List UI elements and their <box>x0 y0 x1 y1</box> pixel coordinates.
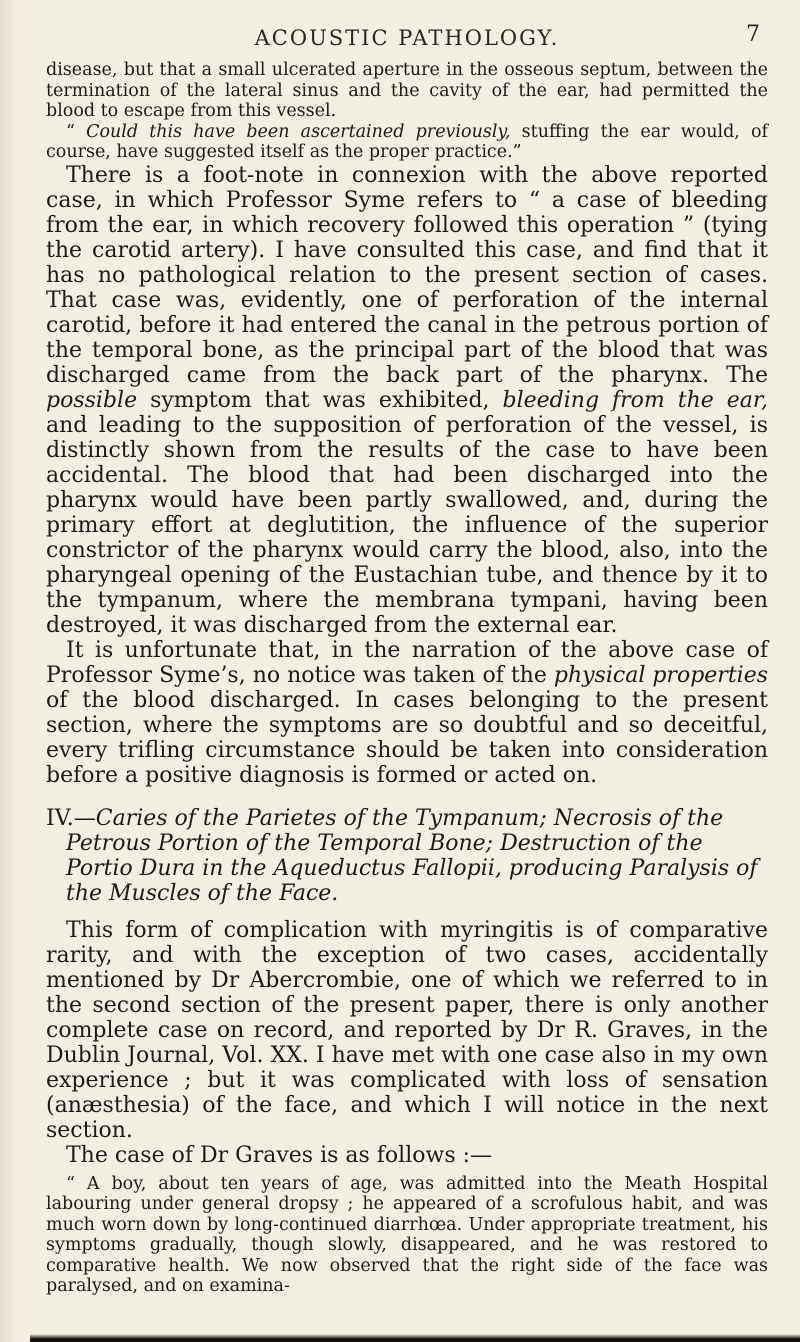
quoted-case-text <box>46 60 768 122</box>
italic-phrase: Could this have been ascertained previously, <box>86 121 511 142</box>
italic-possible: possible <box>46 387 138 413</box>
paragraph-rarity: This form of complication with myringitis is of comparative rarity, and with the exception of two cases, accidentally mentioned by Dr Abercrombie, one of which we referred to in the second section of the present paper, there is only another complete case on record, and reported by Dr R. Graves, in the Dublin Journal, Vol. XX. I have met with one case also in my own experience ; but it was complicated with loss of sensation (anæsthesia) of the face, and which I will notice in the next section. <box>46 917 768 1143</box>
italic-physical-properties: physical properties <box>553 662 769 688</box>
section-heading <box>46 806 768 906</box>
quote-paragraph-2-rest: stuffing the ear would, of course, have suggested itself as the proper practice.” <box>46 121 768 162</box>
open-quote: “ <box>66 121 87 142</box>
paragraph-1-text: There is a foot-note in connexion with the above reported case, in which Professor Syme refers to “ a case of bleeding from the ear, in which recovery followed this operation ” (tying the carotid artery). I have consulted this case, and find that it has no pathological relation to the present section of cases. That case was, evidently, one of perforation of the internal carotid, before it had entered the canal in the petrous portion of the temporal bone, as the principal part of the blood that was discharged came from the back part of the pharynx. The <box>46 162 768 388</box>
paragraph-unfortunate <box>46 638 768 788</box>
italic-bleeding: bleeding from the ear, <box>502 387 768 413</box>
paragraph-1-text-b: symptom that was exhibited, <box>137 387 503 413</box>
section-number: IV.— <box>46 805 96 831</box>
quoted-graves-case: “ A boy, about ten years of age, was admitted into the Meath Hospital labouring under general dropsy ; he appeared of a scrofulous habit, and was much worn down by long-continued diarrhœa. Under appropriate treatment, his symptoms gradually, though slowly, disappeared, and he was restored to comparative health. We now observed that the right side of the face was paralysed, and on examina- <box>46 1173 768 1296</box>
page-header <box>46 14 768 60</box>
page-bottom-edge <box>30 1334 800 1342</box>
quoted-case-conclusion <box>46 122 768 163</box>
paragraph-2-text: It is unfortunate that, in the narration of the above case of Professor Syme’s, no notice was taken of the <box>46 637 768 688</box>
paragraph-foot-note <box>46 163 768 638</box>
quote-paragraph-1: disease, but that a small ulcerated aperture in the osseous septum, between the termination of the lateral sinus and the cavity of the ear, had permitted the blood to escape from this vessel. <box>46 60 768 121</box>
running-title: ACOUSTIC PATHOLOGY. <box>254 26 560 50</box>
paragraph-2-text-b: of the blood discharged. In cases belonging to the present section, where the symptoms are so doubtful and so deceitful, every trifling circumstance should be taken into consideration before a positive diagnosis is formed or acted on. <box>46 687 768 788</box>
paragraph-graves-intro: The case of Dr Graves is as follows :— <box>66 1142 493 1168</box>
page-number: 7 <box>746 22 760 47</box>
paragraph-1-text-c: and leading to the supposition of perforation of the vessel, is distinctly shown from the results of the case to have been accidental. The blood that had been discharged into the pharynx would have been partly swallowed, and, during the primary effort at deglutition, the influence of the superior constrictor of the pharynx would carry the blood, also, into the pharyngeal opening of the Eustachian tube, and thence by it to the tympanum, where the membrana tympani, having been destroyed, it was discharged from the external ear. <box>46 412 768 638</box>
section-title: Caries of the Parietes of the Tympanum; Necrosis of the Petrous Portion of the Temporal Bone; Destruction of the Portio Dura in the Aqueductus Fallopii, producing Paralysis of the Muscles of the Face. <box>66 805 758 906</box>
